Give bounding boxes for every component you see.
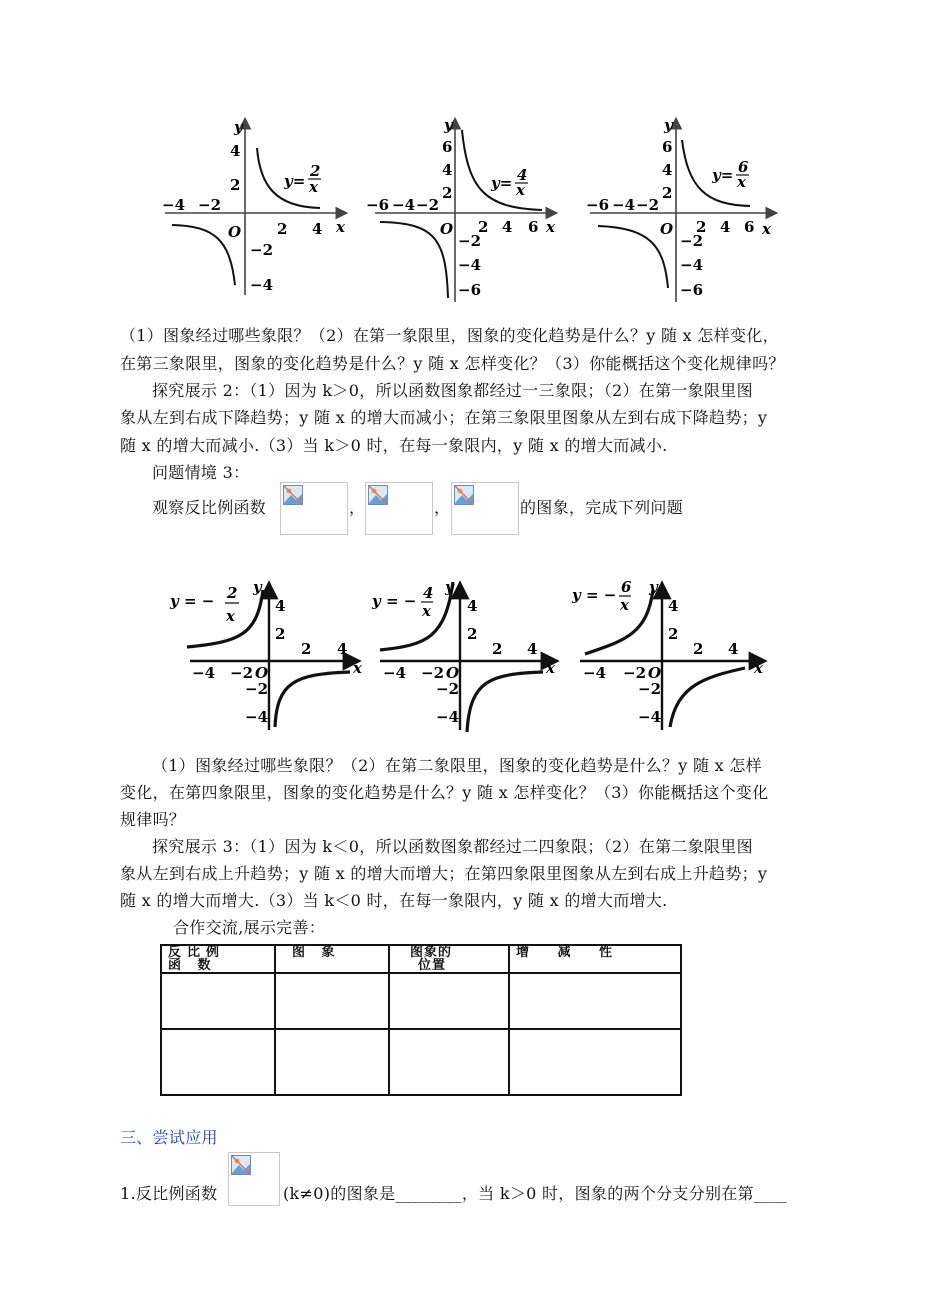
svg-text:O: O <box>648 664 662 682</box>
svg-text:−4: −4 <box>392 196 416 214</box>
svg-text:−4: −4 <box>245 708 269 726</box>
table-cell[interactable] <box>509 973 681 1029</box>
svg-text:4: 4 <box>728 640 739 658</box>
summary-table <box>160 944 682 1096</box>
image-placeholder-icon <box>231 1155 251 1175</box>
image-placeholder-icon <box>368 485 388 505</box>
image-placeholder-icon <box>283 485 303 505</box>
svg-text:6: 6 <box>744 218 755 236</box>
table-header: 图 象 <box>275 945 389 973</box>
svg-text:−4: −4 <box>436 708 460 726</box>
svg-text:2: 2 <box>227 584 238 602</box>
svg-text:2: 2 <box>478 218 489 236</box>
comma: ， <box>434 498 451 517</box>
svg-text:y = −: y = − <box>170 592 215 610</box>
tick: 4 <box>312 220 323 238</box>
svg-text:6: 6 <box>442 138 453 156</box>
svg-text:O: O <box>660 220 674 238</box>
svg-text:x: x <box>546 659 555 677</box>
answer-2-line1: 探究展示 2：（1）因为 k＞0，所以函数图象都经过一三象限；（2）在第一象限里图 <box>152 381 753 400</box>
svg-text:−4: −4 <box>192 664 216 682</box>
svg-text:2: 2 <box>467 625 478 643</box>
svg-text:−2: −2 <box>416 196 440 214</box>
svg-text:x: x <box>422 602 431 620</box>
svg-text:4: 4 <box>720 218 731 236</box>
svg-text:−6: −6 <box>680 281 704 299</box>
svg-text:2: 2 <box>301 640 312 658</box>
cooperate-label: 合作交流,展示完善： <box>173 918 326 937</box>
svg-text:−2: −2 <box>638 680 662 698</box>
svg-text:y: y <box>664 116 673 134</box>
svg-text:y=: y= <box>491 174 513 192</box>
svg-text:O: O <box>255 664 269 682</box>
question-2-line2: 在第三象限里，图象的变化趋势是什么？y 随 x 怎样变化？（3）你能概括这个变化规律吗？ <box>120 354 785 373</box>
question-2-line1: （1）图象经过哪些象限？（2）在第一象限里，图象的变化趋势是什么？y 随 x 怎样变化， <box>120 326 779 345</box>
graph-y-4-over-x <box>366 116 556 302</box>
formula-prefix: y= <box>284 172 306 190</box>
svg-text:−6: −6 <box>366 196 390 214</box>
table-cell[interactable] <box>275 973 389 1029</box>
svg-text:2: 2 <box>662 184 673 202</box>
answer-2-line2: 象从左到右成下降趋势；y 随 x 的增大而减小；在第三象限里图象从左到右成下降趋势；y <box>120 408 768 427</box>
observe-suffix: 的图象，完成下列问题 <box>520 498 684 517</box>
table-cell[interactable] <box>161 1029 275 1095</box>
origin-1: O <box>228 223 242 241</box>
image-placeholder-icon <box>454 485 474 505</box>
svg-text:O: O <box>440 220 454 238</box>
svg-text:y: y <box>649 578 658 596</box>
table-cell[interactable] <box>389 973 509 1029</box>
graph-y-2-over-x <box>162 118 346 295</box>
table-cell[interactable] <box>161 973 275 1029</box>
formula-image-2 <box>365 482 433 535</box>
section-3-heading: 三、尝试应用 <box>120 1128 218 1147</box>
svg-text:2: 2 <box>492 640 503 658</box>
formula-image-1 <box>280 482 348 535</box>
svg-text:4: 4 <box>423 584 434 602</box>
svg-text:x: x <box>737 173 746 191</box>
question-3-line1: （1）图象经过哪些象限？（2）在第二象限里，图象的变化趋势是什么？y 随 x 怎样 <box>152 756 762 775</box>
scene-3-title: 问题情境 3： <box>152 463 250 482</box>
svg-text:6: 6 <box>662 138 673 156</box>
exercise-1-prefix: 1.反比例函数 <box>120 1184 218 1203</box>
y-label-1: y <box>234 118 243 136</box>
svg-text:y: y <box>445 578 454 596</box>
svg-text:−2: −2 <box>680 232 704 250</box>
question-3-line2: 变化，在第四象限里，图象的变化趋势是什么？y 随 x 怎样变化？（3）你能概括这个变化 <box>120 783 769 802</box>
mid-graphs <box>165 570 775 740</box>
svg-text:2: 2 <box>693 640 704 658</box>
tick: −2 <box>250 241 274 259</box>
graph-y-6-over-x <box>586 116 775 302</box>
svg-text:y: y <box>253 578 262 596</box>
table-cell[interactable] <box>509 1029 681 1095</box>
svg-text:6: 6 <box>528 218 539 236</box>
graph-y-neg-2-over-x <box>169 578 363 730</box>
table-header: 增 减 性 <box>509 945 681 973</box>
svg-text:2: 2 <box>275 625 286 643</box>
formula-den: x <box>309 178 318 196</box>
question-3-line3: 规律吗？ <box>120 810 186 829</box>
svg-text:−6: −6 <box>586 196 610 214</box>
svg-text:−2: −2 <box>458 232 482 250</box>
table-header: 图象的 位置 <box>389 945 509 973</box>
svg-text:−2: −2 <box>623 664 647 682</box>
svg-text:2: 2 <box>668 625 679 643</box>
svg-text:−4: −4 <box>383 664 407 682</box>
answer-2-line3: 随 x 的增大而减小.（3）当 k＞0 时，在每一象限内，y 随 x 的增大而减小. <box>120 436 668 455</box>
tick: −4 <box>162 196 186 214</box>
svg-text:x: x <box>226 607 235 625</box>
answer-3-line3: 随 x 的增大而增大.（3）当 k＜0 时，在每一象限内，y 随 x 的增大而增大. <box>120 891 668 910</box>
svg-text:4: 4 <box>517 166 528 184</box>
svg-text:x: x <box>762 220 771 238</box>
svg-text:y = −: y = − <box>572 586 617 604</box>
tick: −4 <box>250 276 274 294</box>
svg-text:−6: −6 <box>458 281 482 299</box>
svg-text:−4: −4 <box>612 196 636 214</box>
x-label-1: x <box>336 218 345 236</box>
svg-text:−4: −4 <box>458 256 482 274</box>
svg-text:−2: −2 <box>245 680 269 698</box>
svg-text:O: O <box>446 664 460 682</box>
svg-text:−2: −2 <box>421 664 445 682</box>
svg-text:−2: −2 <box>230 664 254 682</box>
svg-text:4: 4 <box>527 640 538 658</box>
svg-text:y = −: y = − <box>372 592 417 610</box>
svg-text:−4: −4 <box>583 664 607 682</box>
svg-text:y: y <box>444 116 453 134</box>
formula-image-4 <box>228 1152 280 1206</box>
svg-text:4: 4 <box>275 597 286 615</box>
graph-y-neg-6-over-x <box>571 578 764 730</box>
tick: 2 <box>230 176 241 194</box>
tick: 2 <box>277 220 288 238</box>
tick: −2 <box>198 196 222 214</box>
comma: ， <box>349 498 366 517</box>
svg-text:−2: −2 <box>436 680 460 698</box>
svg-text:4: 4 <box>467 597 478 615</box>
svg-text:6: 6 <box>621 578 632 596</box>
svg-text:−4: −4 <box>680 256 704 274</box>
top-graphs <box>150 110 800 310</box>
svg-text:4: 4 <box>668 597 679 615</box>
table-cell[interactable] <box>275 1029 389 1095</box>
tick: 4 <box>230 142 241 160</box>
svg-text:4: 4 <box>442 161 453 179</box>
table-cell[interactable] <box>389 1029 509 1095</box>
exercise-1-text: (k≠0)的图象是________，当 k＞0 时，图象的两个分支分别在第____ <box>283 1184 788 1203</box>
svg-text:−4: −4 <box>638 708 662 726</box>
svg-text:2: 2 <box>442 184 453 202</box>
answer-3-line2: 象从左到右成上升趋势；y 随 x 的增大而增大；在第四象限里图象从左到右成上升趋势；y <box>120 864 768 883</box>
svg-text:2: 2 <box>696 218 707 236</box>
answer-3-line1: 探究展示 3：（1）因为 k＜0，所以函数图象都经过二四象限；（2）在第二象限里图 <box>152 837 753 856</box>
curve-q3-1 <box>172 225 235 285</box>
svg-text:y=: y= <box>712 166 734 184</box>
formula-num: 2 <box>310 162 321 180</box>
graph-y-neg-4-over-x <box>371 578 556 732</box>
svg-text:x: x <box>754 659 763 677</box>
svg-text:4: 4 <box>662 161 673 179</box>
svg-text:x: x <box>516 181 525 199</box>
svg-text:x: x <box>546 218 555 236</box>
svg-text:−2: −2 <box>636 196 660 214</box>
table-header: 反比例 函 数 <box>161 945 275 973</box>
svg-text:4: 4 <box>337 640 348 658</box>
svg-text:4: 4 <box>502 218 513 236</box>
svg-text:6: 6 <box>738 158 749 176</box>
observe-prefix: 观察反比例函数 <box>152 498 267 517</box>
svg-text:x: x <box>353 659 362 677</box>
svg-text:x: x <box>620 596 629 614</box>
formula-image-3 <box>451 482 519 535</box>
